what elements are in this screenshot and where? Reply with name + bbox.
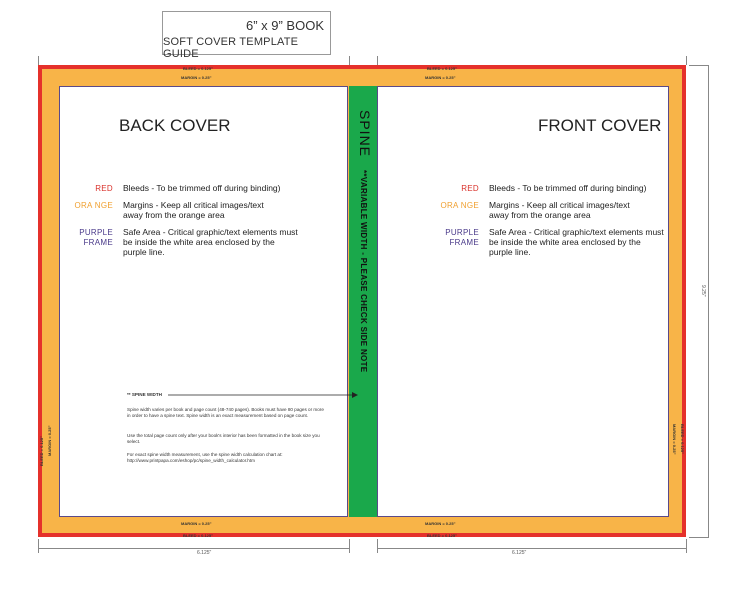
dim-line-front-width: [377, 548, 686, 549]
back-legend-frame-label: FRAME: [83, 238, 113, 247]
guide-line-spine-right: [377, 56, 378, 65]
dim-tick-top: [689, 65, 709, 66]
guide-line-spine-left: [349, 56, 350, 65]
margin-label-left: MARGIN = 0.25": [47, 425, 52, 456]
template-title-size: 6” x 9” BOOK: [245, 18, 324, 33]
bleed-label-right: BLEED = 0.125": [680, 424, 685, 455]
bleed-label-top-left: BLEED = 0.125": [183, 66, 214, 71]
spine-width-paragraph-2: Use the total page count only after your book's interior has been formatted in the book size you select.: [127, 433, 320, 444]
dim-tick-spine-right: [377, 539, 378, 553]
front-legend-purple-text: Safe Area - Critical graphic/text elements must be inside the white area enclosed by the purple line.: [489, 227, 664, 257]
dim-back-width: 6.125": [197, 550, 212, 556]
margin-label-right: MARGIN = 0.25": [672, 424, 677, 455]
dim-tick-bottom: [689, 537, 709, 538]
spine-width-paragraph-3: For exact spine width measurement, use the spine width calculation chart at: http://www.printpapa.com/eshop/pc/spine_width_calculator.htm: [127, 452, 283, 463]
bleed-label-bottom-left: BLEED = 0.125": [183, 533, 214, 538]
guide-line-left: [38, 56, 39, 65]
back-legend-purple-text: Safe Area - Critical graphic/text elements must be inside the white area enclosed by the purple line.: [123, 227, 298, 257]
front-legend-orange-label: ORA NGE: [440, 201, 479, 210]
template-title-guide: SOFT COVER TEMPLATE GUIDE: [163, 36, 299, 60]
margin-label-top-right: MARGIN = 0.25": [425, 75, 456, 80]
dim-tick-right: [686, 539, 687, 553]
dim-tick-left: [38, 539, 39, 553]
back-legend-purple-label: PURPLE: [79, 228, 113, 237]
template-title-box: [162, 11, 331, 60]
spine-variable-note: **VARIABLE WIDTH - PLEASE CHECK SIDE NOTE: [359, 170, 368, 373]
bleed-label-top-right: BLEED = 0.125": [427, 66, 458, 71]
front-cover-title: FRONT COVER: [538, 116, 662, 135]
front-cover-safe-area: [377, 86, 669, 517]
margin-label-bottom-left: MARGIN = 0.25": [181, 521, 212, 526]
spine-width-paragraph-1: Spine width varies per book and page count (48-740 pages). Books must have 80 pages or more in order to have a spine text. Spine width is an exact measurement based on page count.: [127, 407, 324, 418]
bleed-label-left: BLEED = 0.125": [39, 435, 44, 466]
back-legend-red-text: Bleeds - To be trimmed off during binding): [123, 183, 281, 193]
dim-line-back-width: [38, 548, 349, 549]
back-legend-orange-text: Margins - Keep all critical images/text away from the orange area: [123, 200, 264, 220]
back-legend-red-label: RED: [95, 184, 113, 193]
dim-height: 9.25": [700, 285, 706, 297]
front-legend-orange-text: Margins - Keep all critical images/text away from the orange area: [489, 200, 630, 220]
back-cover-title: BACK COVER: [119, 116, 231, 135]
dim-tick-spine-left: [349, 539, 350, 553]
front-legend-red-label: RED: [461, 184, 479, 193]
back-legend-orange-label: ORA NGE: [74, 201, 113, 210]
margin-label-top-left: MARGIN = 0.25": [181, 75, 212, 80]
spine-width-arrow: [168, 391, 358, 399]
dim-line-height: [708, 65, 709, 538]
spine-title: SPINE: [357, 110, 373, 158]
bleed-label-bottom-right: BLEED = 0.125": [427, 533, 458, 538]
margin-label-bottom-right: MARGIN = 0.25": [425, 521, 456, 526]
front-legend-frame-label: FRAME: [449, 238, 479, 247]
front-legend-red-text: Bleeds - To be trimmed off during binding): [489, 183, 647, 193]
dim-front-width: 6.125": [512, 550, 527, 556]
spine-width-heading: ** SPINE WIDTH: [127, 392, 162, 397]
front-legend-purple-label: PURPLE: [445, 228, 479, 237]
guide-line-right: [686, 56, 687, 65]
